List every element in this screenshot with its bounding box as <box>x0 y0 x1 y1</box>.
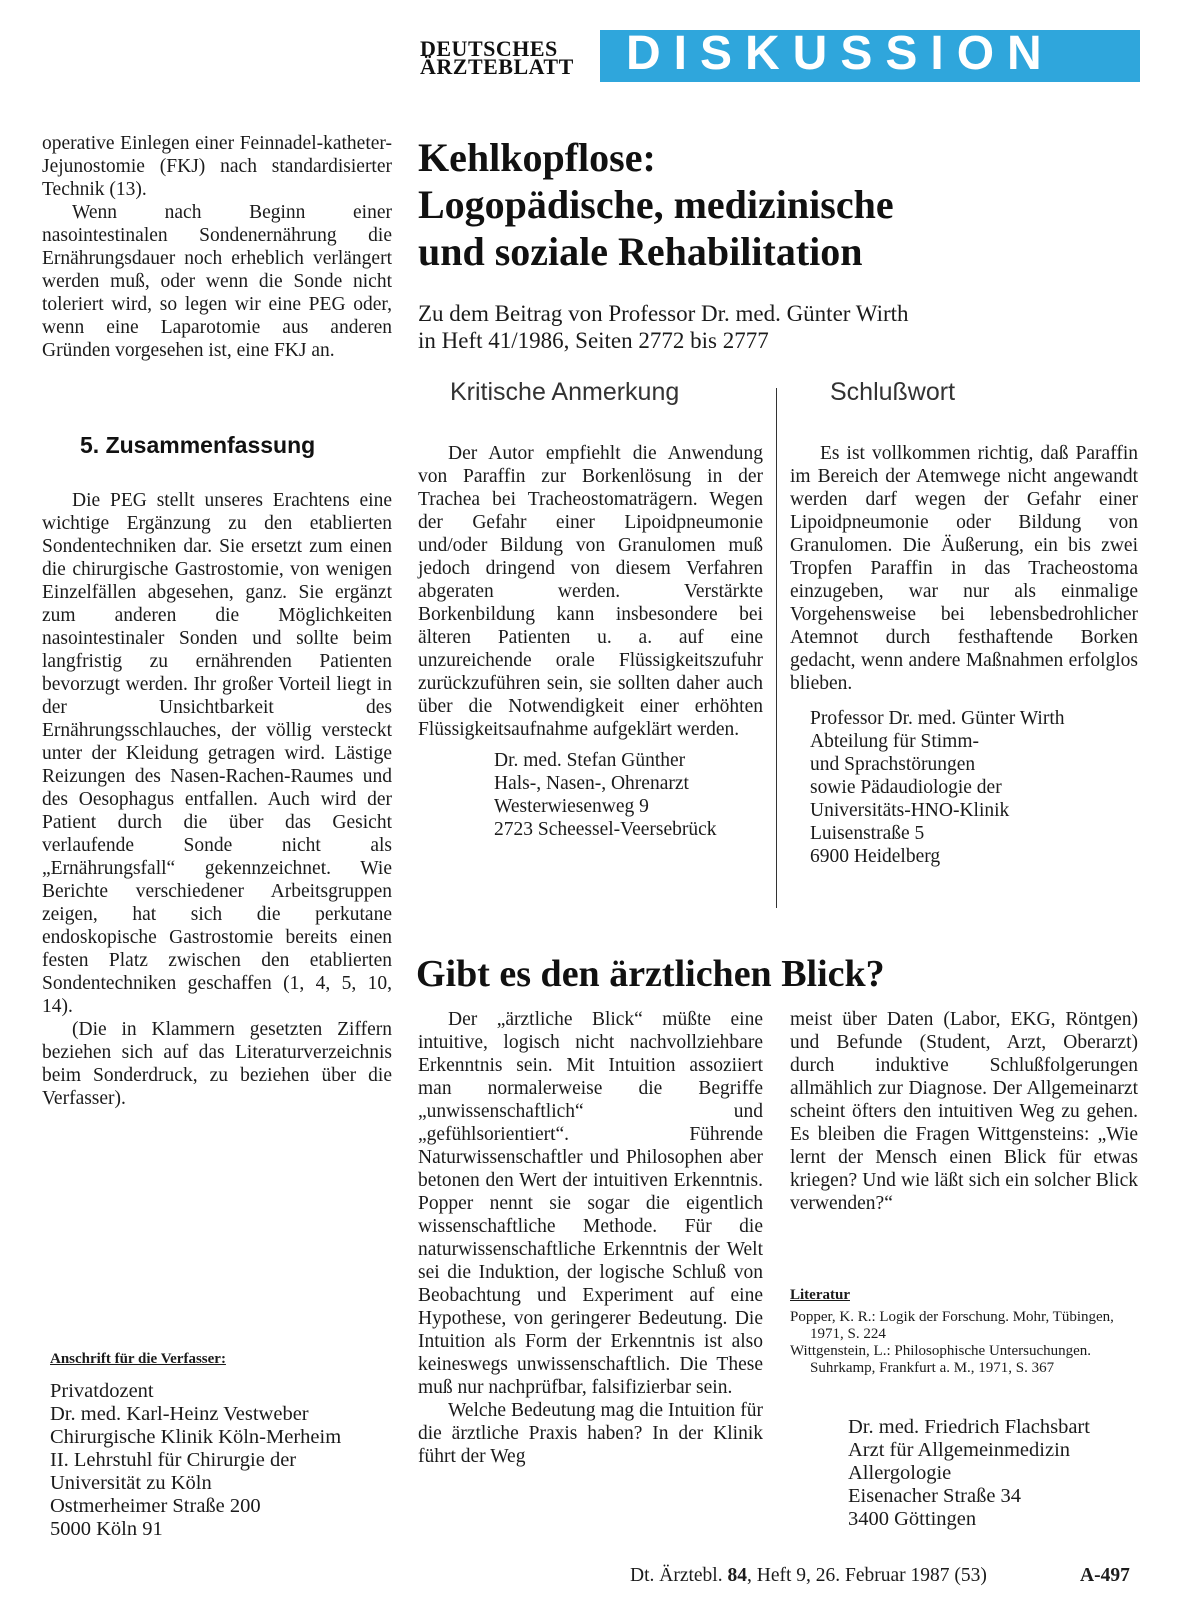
address-line: Universität zu Köln <box>50 1472 212 1494</box>
address-line: 5000 Köln 91 <box>50 1518 163 1540</box>
article2-column2 <box>790 1008 1138 1215</box>
article1-subtitle <box>418 300 1138 354</box>
column-divider <box>776 388 777 908</box>
page-footer <box>630 1565 987 1587</box>
literature-heading: Literatur <box>790 1287 850 1303</box>
signature-line: Professor Dr. med. Günter Wirth <box>810 708 1065 729</box>
left-para-2: Wenn nach Beginn einer nasointestinalen Sondenernährung die Ernährungsdauer noch erheblich verlängert werden muß, oder wenn die Sonde nicht toleriert wird, so legen wir eine PEG oder, wenn eine Laparotomie aus anderen Gründen vorgesehen ist, eine FKJ an. <box>42 202 392 361</box>
footer-issue: , Heft 9, 26. Februar 1987 (53) <box>746 1565 987 1586</box>
critique-column <box>418 442 763 841</box>
signature-line: 6900 Heidelberg <box>810 846 941 867</box>
signature-line: Arzt für Allgemeinmedizin <box>848 1439 1071 1461</box>
signature-line: sowie Pädaudiologie der <box>810 777 1002 798</box>
signature-line: Dr. med. Stefan Günther <box>494 750 686 771</box>
subtitle-line: Zu dem Beitrag von Professor Dr. med. Günter Wirth <box>418 301 909 326</box>
address-line: II. Lehrstuhl für Chirurgie der <box>50 1449 297 1471</box>
article2-title: Gibt es den ärztlichen Blick? <box>416 953 885 995</box>
signature-line: Eisenacher Straße 34 <box>848 1485 1022 1507</box>
reply-signature <box>790 707 1138 868</box>
left-para-3: Die PEG stellt unseres Erachtens eine wichtige Ergänzung zu den etablierten Sondentechniken dar. Sie ersetzt zum einen die chirurgische Gastrostomie, von wenigen Einzelfällen abgesehen, ganz. Sie ergänzt zum anderen die Möglichkeiten nasointestinaler Sonden und sollte beim langfristig zu ernährenden Patienten bevorzugt werden. Ihr großer Vorteil liegt in der Unsichtbarkeit des Ernährungsschlauches, der völlig versteckt unter der Kleidung getragen wird. Lästige Reizungen des Nasen-Rachen-Raumes und des Oesophagus entfallen. Auch wird der Patient durch die über das Gesicht verlaufende Sonde nicht als „Ernährungsfall“ gekennzeichnet. Wie Berichte verschiedener Arbeitsgruppen zeigen, hat sich die perkutane endoskopische Gastrostomie bereits einen festen Platz zwischen den etablierten Sondentechniken geschaffen (1, 4, 5, 10, 14). <box>42 490 392 1017</box>
article2-signature <box>848 1416 1090 1531</box>
section-label: DISKUSSION <box>626 27 1055 80</box>
critique-heading: Kritische Anmerkung <box>450 378 680 406</box>
reply-text: Es ist vollkommen richtig, daß Paraffin im Bereich der Atemwege nicht angewandt werden darf wegen der Gefahr einer Lipoidpneumonie oder Bildung von Granulomen. Die Äußerung, ein bis zwei Tropfen Paraffin in das Tracheostoma einzugeben, war nur als einmalige Vorgehensweise bei lebensbedrohlicher Atemnot durch festhaftende Borken gedacht, wenn andere Maßnahmen erfolglos blieben. <box>790 443 1138 694</box>
signature-line: 2723 Scheessel-Veersebrück <box>494 819 717 840</box>
logo-line2: ÄRZTEBLATT <box>420 54 574 79</box>
article1-title-line: und soziale Rehabilitation <box>418 229 863 274</box>
article2-column1 <box>418 1008 763 1468</box>
reply-column <box>790 442 1138 868</box>
signature-line: Luisenstraße 5 <box>810 823 925 844</box>
address-line: Dr. med. Karl-Heinz Vestweber <box>50 1403 309 1425</box>
signature-line: Dr. med. Friedrich Flachsbart <box>848 1416 1090 1438</box>
signature-line: Westerwiesenweg 9 <box>494 796 649 817</box>
signature-line: und Sprachstörungen <box>810 754 976 775</box>
address-line: Chirurgische Klinik Köln-Merheim <box>50 1426 342 1448</box>
subtitle-line: in Heft 41/1986, Seiten 2772 bis 2777 <box>418 328 769 353</box>
logo-line1: DEUTSCHES <box>420 36 558 61</box>
address-line: Ostmerheimer Straße 200 <box>50 1495 261 1517</box>
literature-item: Wittgenstein, L.: Philosophische Untersuchungen. Suhrkamp, Frankfurt a. M., 1971, S. 367 <box>790 1343 1092 1376</box>
left-para-1: operative Einlegen einer Feinnadel-katheter-Jejunostomie (FKJ) nach standardisierter Technik (13). <box>42 133 392 200</box>
article2-para1: Der „ärztliche Blick“ müßte eine intuitive, logisch nicht nachvollziehbare Erkenntnis sein. Mit Intuition assoziiert man normalerweise die Begriffe „unwissenschaftlich“ und „gefühlsorientiert“. Führende Naturwissenschaftler und Philosophen aber betonen den Wert der intuitiven Erkenntnis. Popper nennt sie sogar die eigentlich wissenschaftliche Methode. Für die naturwissenschaftliche Erkenntnis der Welt sei die Induktion, der logische Schluß von Beobachtung und Experiment auf eine Hypothese, von geringerer Bedeutung. Die Intuition als Form der Erkenntnis ist also keineswegs unwissenschaftlich. Die These muß nur nachprüfbar, falsifizierbar sein. <box>418 1009 763 1398</box>
page-number: A-497 <box>1080 1565 1130 1586</box>
address-heading: Anschrift für die Verfasser: <box>50 1351 226 1367</box>
article2-para3: meist über Daten (Labor, EKG, Röntgen) und Befunde (Student, Arzt, Oberarzt) durch induktive Schlußfolgerungen allmählich zur Diagnose. Der Allgemeinarzt scheint öfters den intuitiven Weg zu gehen. Es bleiben die Fragen Wittgensteins: „Wie lernt der Mensch einen Blick für etwas kriegen? Und wie läßt sich ein solcher Blick verwenden?“ <box>790 1009 1138 1214</box>
section-heading: 5. Zusammenfassung <box>80 432 316 458</box>
literature-list <box>790 1309 1138 1377</box>
signature-line: Allergologie <box>848 1462 952 1484</box>
address-line: Privatdozent <box>50 1380 154 1402</box>
footer-journal: Dt. Ärztebl. <box>630 1565 723 1586</box>
journal-logo <box>420 36 590 79</box>
signature-line: Abteilung für Stimm- <box>810 731 979 752</box>
signature-line: 3400 Göttingen <box>848 1508 977 1530</box>
literature-item: Popper, K. R.: Logik der Forschung. Mohr, Tübingen, 1971, S. 224 <box>790 1309 1114 1342</box>
article1-title-line: Kehlkopflose: <box>418 135 656 180</box>
article1-title-line: Logopädische, medizinische <box>418 182 894 227</box>
left-column-bottom <box>42 489 392 1110</box>
signature-line: Hals-, Nasen-, Ohrenarzt <box>494 773 689 794</box>
critique-signature <box>418 749 763 841</box>
left-para-4: (Die in Klammern gesetzten Ziffern beziehen sich auf das Literaturverzeichnis beim Sonderdruck, zu beziehen über die Verfasser). <box>42 1019 392 1109</box>
article2-para2: Welche Bedeutung mag die Intuition für die ärztliche Praxis haben? In der Klinik führt der Weg <box>418 1400 763 1467</box>
critique-text: Der Autor empfiehlt die Anwendung von Paraffin zur Borkenlösung in der Trachea bei Tracheostomaträgern. Wegen der Gefahr einer Lipoidpneumonie und/oder Bildung von Granulomen muß jedoch dringend von diesem Verfahren abgeraten werden. Verstärkte Borkenbildung kann insbesondere bei älteren Patienten u. a. auf eine unzureichende orale Flüssigkeitszufuhr zurückzuführen sein, sie sollten daher auch über die Notwendigkeit einer erhöhten Flüssigkeitsaufnahme aufgeklärt werden. <box>418 443 763 740</box>
footer-volume: 84 <box>727 1565 747 1586</box>
reply-heading: Schlußwort <box>830 378 956 406</box>
author-address <box>50 1380 341 1541</box>
signature-line: Universitäts-HNO-Klinik <box>810 800 1010 821</box>
left-column-top <box>42 132 392 362</box>
article1-title <box>418 134 1138 275</box>
